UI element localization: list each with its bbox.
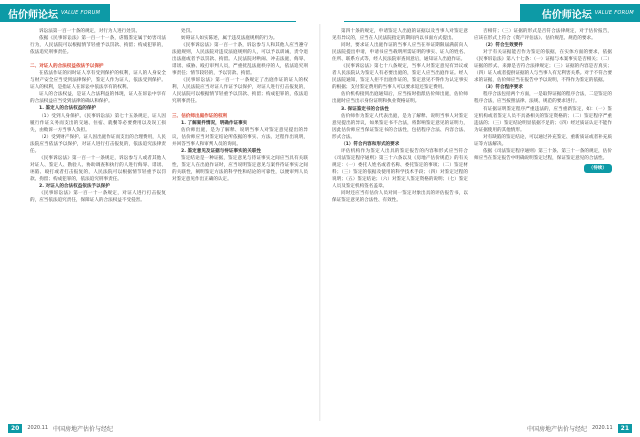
body-paragraph: 证人的合法权益，是证人合法利益的体现，证人在诉讼中享有的合法权益应当受到法律的确认和保护。	[30, 92, 166, 105]
body-paragraph: （1）受到人身保护。《民事诉讼法》第七十五条规定，证人因履行作证义务而支出的交通、住宿、就餐等必要费用以及误工损失，由败诉一方当事人负担。	[30, 113, 166, 133]
page-number-right: 21	[618, 424, 632, 433]
issue-date-left: 2020.11	[27, 425, 49, 431]
continued-wrap	[474, 164, 612, 173]
subsection-heading: 2. 鉴定意见及证据与待证事实的关联性	[181, 148, 262, 154]
subsection-heading: 2. 对证人的合法权益依法予以保护	[39, 183, 110, 189]
section-subtitle-en: VALUE FORUM	[594, 10, 634, 16]
subsection-heading: （2）符合生效要件	[483, 43, 523, 49]
section-title: 估价师论坛	[541, 9, 592, 21]
section-heading: 二、对证人的合法权益依法予以保护	[30, 64, 104, 70]
body-paragraph: 同时还应当有估价人员对同一鉴定对象出具的评估报告书，以保证鉴定意见的合法性、有效性。	[332, 191, 468, 204]
page-number-left: 20	[8, 424, 22, 433]
body-paragraph: 同时，要求证人出庭作证的当事人应当在举证期限届满前向人民法院提出申请，申请书应当载明所需证明的事实、证人的姓名、住所、联系方式等，经人民法院审查同意后，通知证人出庭作证。	[332, 43, 468, 63]
header-rule-left	[0, 21, 296, 22]
body-paragraph: 《民事诉讼法》第一百一十一条规定，对证人进行打击报复的，应当依法追究责任，保障证人的合法权益不受侵害。	[30, 191, 166, 204]
subsection-heading: 3. 保证鉴定书的合法性	[341, 106, 389, 112]
subsection-heading: 1. 了解案件情况，明确作证事实	[181, 120, 248, 126]
body-paragraph: 估价机构接到出庭通知后，应当按时指派估价师出庭，估价师出庭时应当出示身份证明和执业资格证明。	[332, 92, 468, 105]
body-paragraph: 《民事诉讼法》第一百一十一条规定，诉讼参与人或者其他人对证人、鉴定人、勘验人、协助调查和执行的人进行侮辱、诽谤、诬陷、殴打或者打击报复的，人民法院可以根据情节轻重予以罚款、拘留；构成犯罪的，依法追究刑事责任。	[30, 155, 166, 182]
body-paragraph: 估价师作为鉴定人代表出庭，是为了解释、说明当事人对鉴定意见提出的异议，如果鉴定书不合法，将影响鉴定意见的证明力，因此估价师应当保证鉴定书的合法性，包括程序合法、内容合法、形式合法。	[332, 113, 468, 140]
text-column-3	[332, 28, 468, 204]
body-paragraph: 第四十条的规定，申请鉴定人出庭的证据以及当事人对鉴定意见有异议的，应当在人民法院指定的期间内以书面方式提出。	[332, 29, 468, 42]
body-paragraph: 处罚。	[181, 29, 195, 34]
body-paragraph: 《民事诉讼法》第一百一十条，诉讼参与人和其他人应当遵守法庭规则，人民法院对违反法庭规则的人，可以予以训诫，责令退出法庭或者予以罚款、拘留。人民法院对哄闹、冲击法庭，侮辱、诽谤、威胁、殴打审判人员，严重扰乱法庭秩序的人，依法追究刑事责任；情节较轻的，予以罚款、拘留。	[172, 43, 308, 77]
body-paragraph: 评估机构作为鉴定人出具的鉴定报告的内容和形式应当符合《司法鉴定程序通则》第三十六条以及《房地产估价规范》的有关规定：（一）委托人姓名或者名称、委托鉴定的事项；（二）鉴定材料；（三）鉴定的依据及使用的科学技术手段；（四）对鉴定过程的说明；（五）鉴定结论；（六）对鉴定人鉴定资格的说明；（七）鉴定人员及鉴定机构签名盖章。	[332, 148, 468, 190]
body-paragraph: 《民事诉讼法》第七十八条规定，当事人对鉴定意见有异议或者人民法院认为鉴定人有必要出庭的，鉴定人应当出庭作证。经人民法院通知，鉴定人拒不出庭作证的，鉴定意见不得作为认定事实的根据；支付鉴定费用的当事人可以要求返还鉴定费用。	[332, 64, 468, 91]
subsection-heading: 1. 鉴定人的合法权益的保护	[39, 106, 97, 112]
magazine-name-left: 中国房地产估价与经纪	[53, 425, 114, 433]
body-paragraph: 依据《民事诉讼法》第一百一十一条，虐假鉴定属于妨害司法行为，人民法院可以根据情节轻重予以罚款、拘留；构成犯罪的，依法追究刑事责任。	[30, 36, 166, 56]
body-paragraph: 估价师出庭，是为了解释、说明当事人对鉴定意见提出的异议，估价师应当对鉴定结论所依据的事实、方法、过程作出说明，并回答当事人和审判人员的询问。	[172, 127, 308, 147]
body-paragraph: （2）受到财产保护。证人因出庭作证而支出的合理费用，人民法院应当依法予以保护，对证人进行打击报复的，依法追究法律责任。	[30, 134, 166, 154]
body-paragraph: 否相符；（三）证据的形式是否符合法律规定，对于估价报告，应该在形式上符合《资产评估法》、估价规范、规范的要求。	[474, 29, 612, 42]
body-paragraph: 诉讼法第一百一十条的规定，对行为人进行处罚。	[39, 29, 141, 34]
footer-left	[8, 422, 113, 434]
text-column-1	[30, 28, 166, 204]
body-paragraph: 程序合法包括两个方面，一是取得证据的程序合法，二是鉴定的程序合法，应当按照法律、法规、规范的要求进行。	[474, 92, 612, 105]
page-gutter	[319, 24, 321, 421]
issue-date-right: 2020.11	[591, 425, 613, 431]
body-paragraph: 有证据证明鉴定程序严重违法的，应当重新鉴定，如：（一）鉴定机构或者鉴定人员不具备相关的鉴定资格的；（二）鉴定程序严重违法的；（三）鉴定结论明显依据不足的；（四）经过质证认定不能作为证据使用的其他情形。	[474, 106, 612, 133]
section-title: 估价师论坛	[8, 9, 58, 21]
continued-label: （待续）	[584, 164, 612, 173]
section-heading: 三、估价师出庭作证的权利	[172, 113, 228, 119]
text-column-4	[474, 28, 612, 173]
body-paragraph: 在依法作证的同时证人享有受到保护的权利，证人的人身安全与财产安全应当受到法律保护，鉴定人作为证人，依法受到保护。证人的权利，是指证人在诉讼中依法享有的权利。	[30, 71, 166, 91]
subsection-heading: （1）符合内容和形式的要求	[341, 141, 400, 147]
footer-right	[527, 422, 632, 434]
subsection-heading: （3）符合程序要求	[483, 85, 523, 91]
magazine-name-right: 中国房地产估价与经纪	[526, 425, 587, 433]
section-subtitle-en: VALUE FORUM	[61, 10, 101, 16]
body-paragraph: 妨碍证人如实陈述，属于违反法庭规则的行为。	[181, 36, 278, 42]
header-rule-right	[344, 21, 640, 22]
body-paragraph: 对有缺陷的鉴定结论，可以通过补充鉴定、重新质证或者补充质证等方法解决。	[474, 134, 612, 147]
forum-header-right	[520, 4, 640, 22]
forum-header-left	[0, 4, 110, 22]
text-column-2	[172, 28, 308, 183]
body-paragraph: 对于有关证据能否作为鉴定的依据，在实体方面的要求，依据《民事诉讼法》第八十七条：（一）证据与本案事实是否相关；（二）证据的形式、来源是否符合法律规定；（三）证据的内容是否真实；（四）证人或者提供证据的人与当事人有无利害关系。对于不符合要求的证据，估价师应当在报告中予以说明，不得作为鉴定的依据。	[474, 50, 612, 84]
body-paragraph: 依据《司法鉴定程序通则》第三十条、第三十一条的规定，估价师应当在鉴定报告中明确说明鉴定过程，保证鉴定意见的合法性。	[474, 148, 612, 161]
body-paragraph: 鉴定结论是一种证据，鉴定意见与待证事实之间应当具有关联性，鉴定人在出庭作证时，应当说明鉴定意见与案件待证事实之间的关联性，阐明鉴定方法的科学性和结论的可靠性，以便审判人员对鉴定意见作出正确的认定。	[172, 155, 308, 182]
body-paragraph: 《民事诉讼法》第一百一十一条规定了出庭作证的证人的权利，人民法院应当对证人作证予以保护，对证人进行打击报复的，人民法院可以根据情节轻重予以罚款、拘留；构成犯罪的，依法追究刑事责任。	[172, 78, 308, 105]
